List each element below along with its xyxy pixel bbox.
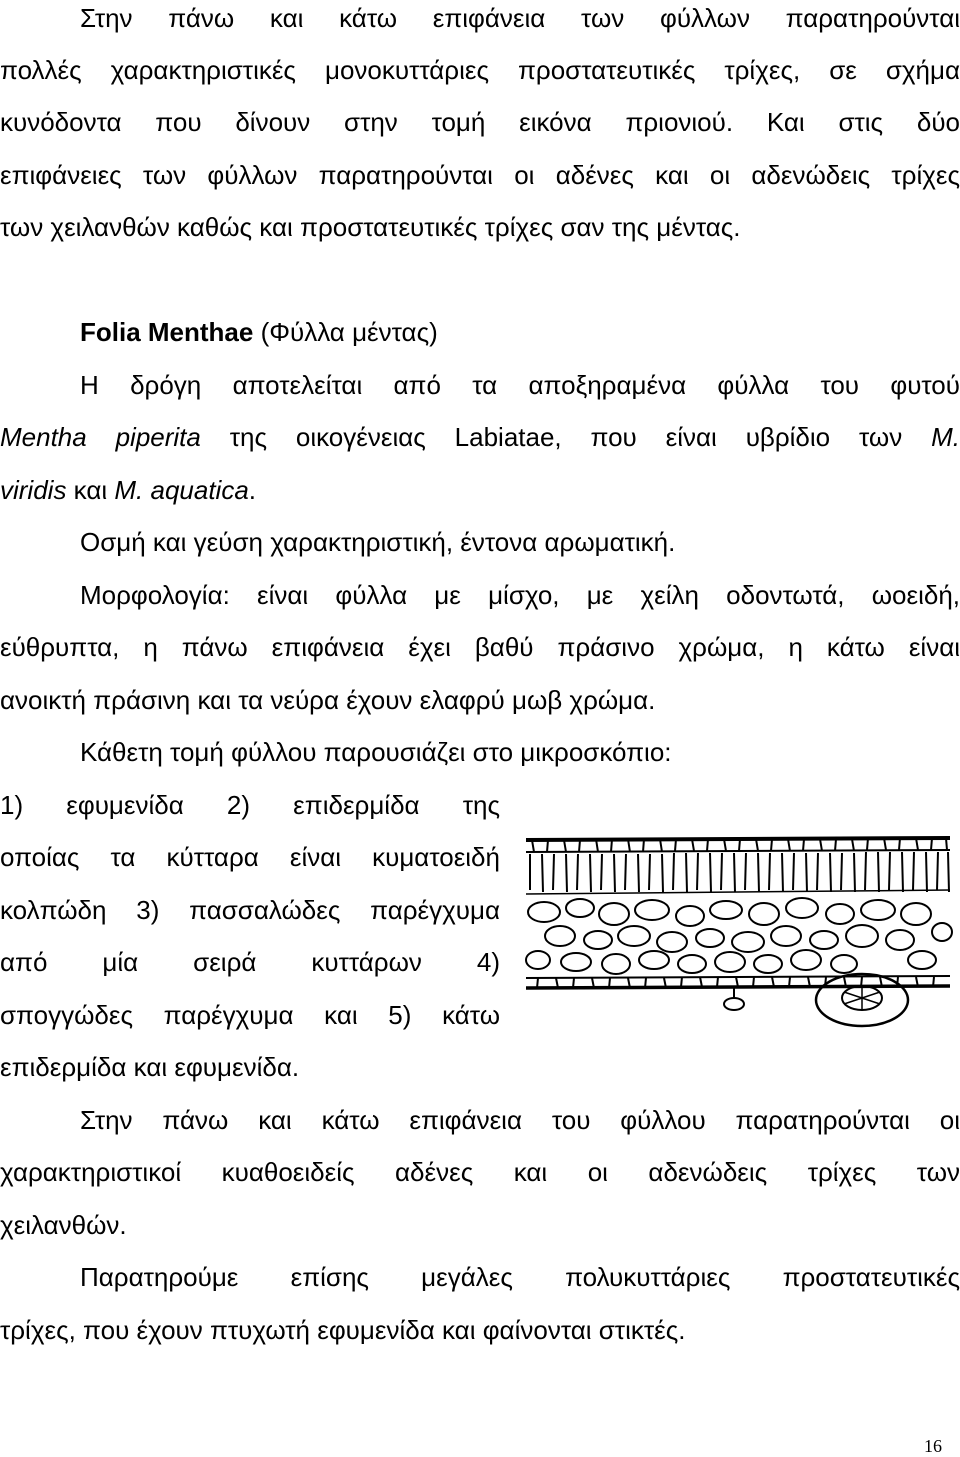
p4-line-3: ανοικτή πράσινη και τα νεύρα έχουν ελαφρύ μωβ χρώμα. (0, 685, 656, 715)
p5-line-4: κολπώδη 3) πασσαλώδες παρέγχυμα (0, 895, 500, 925)
p5-line-1: Κάθετη τομή φύλλου παρουσιάζει στο μικροσκόπιο: (80, 737, 672, 767)
leaf-cross-section-figure (522, 832, 954, 1030)
p5-line-7: επιδερμίδα και εφυμενίδα. (0, 1052, 300, 1082)
p1-line-4: επιφάνειες των φύλλων παρατηρούνται οι αδένες και οι αδενώδεις τρίχες (0, 160, 960, 190)
palisade-parenchyma (526, 852, 950, 894)
p2-line-3-period: . (248, 475, 257, 505)
heading-greek-name: (Φύλλα μέντας) (253, 317, 438, 347)
upper-epidermis (526, 838, 950, 852)
p6-line-1: Στην πάνω και κάτω επιφάνεια του φύλλου παρατηρούνται οι (80, 1105, 960, 1135)
p5-line-5: από μία σειρά κυττάρων 4) (0, 947, 500, 977)
species-viridis: viridis (0, 475, 67, 505)
genus-abbrev: M. (931, 422, 960, 452)
p5-line-3: οποίας τα κύτταρα είναι κυματοειδή (0, 842, 500, 872)
p1-line-2: πολλές χαρακτηριστικές μονοκυττάριες προστατευτικές τρίχες, σε σχήμα (0, 55, 960, 85)
p1-line-5: των χειλανθών καθώς και προστατευτικές τρίχες σαν της μέντας. (0, 212, 741, 242)
section-heading (80, 317, 960, 347)
species-mentha-piperita: Mentha piperita (0, 422, 201, 452)
spongy-parenchyma (526, 898, 952, 974)
p5-line-6: σπογγώδες παρέγχυμα και 5) κάτω (0, 1000, 500, 1030)
p4-line-1: Μορφολογία: είναι φύλλα με μίσχο, με χείλη οδοντωτά, ωοειδή, (80, 580, 960, 610)
p4-line-2: εύθρυπτα, η πάνω επιφάνεια έχει βαθύ πράσινο χρώμα, η κάτω είναι (0, 632, 960, 662)
p3-line-1: Οσμή και γεύση χαρακτηριστική, έντονα αρωματική. (80, 527, 676, 557)
p7-line-2: τρίχες, που έχουν πτυχωτή εφυμενίδα και φαίνονται στικτές. (0, 1315, 686, 1345)
p6-line-2: χαρακτηριστικοί κυαθοειδείς αδένες και οι αδενώδεις τρίχες των (0, 1157, 960, 1187)
heading-latin-name: Folia Menthae (80, 317, 254, 347)
p2-line-1: Η δρόγη αποτελείται από τα αποξηραμένα φύλλα του φυτού (80, 370, 960, 400)
p2-line-3 (0, 475, 960, 505)
species-aquatica: M. aquatica (114, 475, 249, 505)
page-number: 16 (924, 1436, 942, 1456)
p6-line-3: χειλανθών. (0, 1210, 127, 1240)
p2-line-2 (0, 422, 960, 452)
p5-line-2: 1) εφυμενίδα 2) επιδερμίδα της (0, 790, 500, 820)
p2-line-3-text: και (66, 475, 115, 505)
glandular-hair (724, 988, 744, 1010)
p7-line-1: Παρατηρούμε επίσης μεγάλες πολυκυττάριες προστατευτικές (80, 1262, 960, 1292)
p1-line-1: Στην πάνω και κάτω επιφάνεια των φύλλων παρατηρούνται (80, 3, 960, 33)
p2-line-2-text: της οικογένειας Labiatae, που είναι υβρίδιο των (200, 422, 932, 452)
p1-line-3: κυνόδοντα που δίνουν στην τομή εικόνα πριονιού. Και στις δύο (0, 107, 960, 137)
